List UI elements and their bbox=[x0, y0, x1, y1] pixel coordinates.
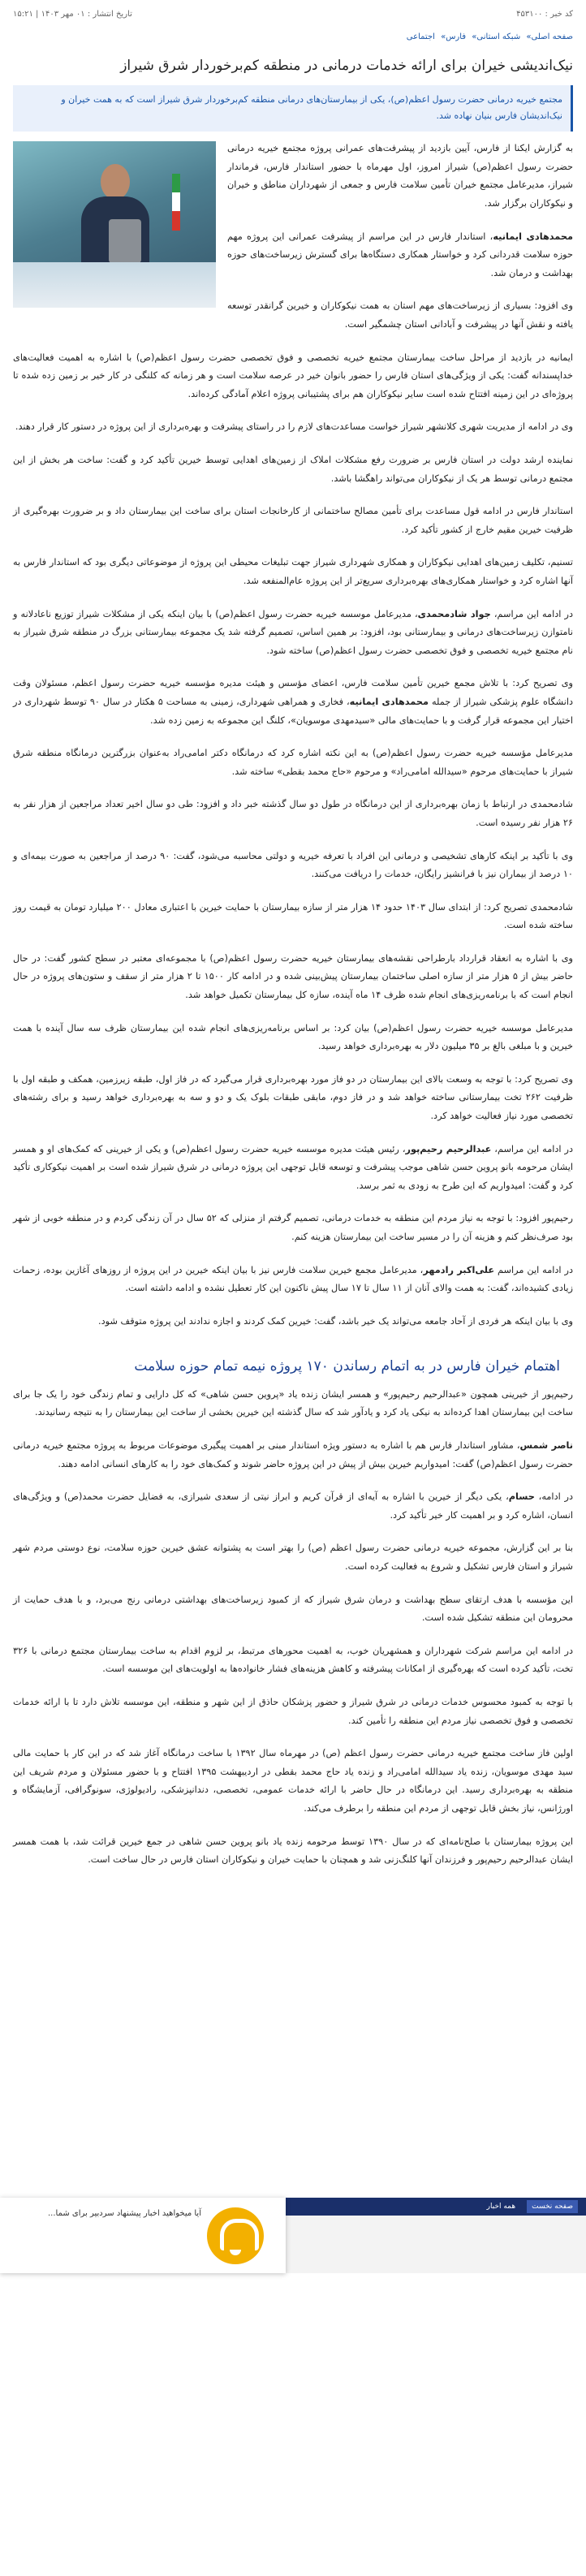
publish-date: تاریخ انتشار : ۰۱ مهر ۱۴۰۳ | ۱۵:۲۱ bbox=[13, 9, 132, 19]
breadcrumb-fars[interactable]: فارس bbox=[446, 32, 467, 41]
meta-bar bbox=[0, 0, 586, 23]
paragraph: بنا بر این گزارش، مجموعه خیریه درمانی حضرت رسول اعظم (ص) را بهتر است به پشتوانه عشق خیرین حوزه سلامت، نوع دوستی مردم شهر شیراز و استان فارس تشکیل و شروع به فعالیت کرده است. bbox=[13, 1543, 573, 1573]
paragraph: ایمانیه در بازدید از مراحل ساخت بیمارستان مجتمع خیریه تخصصی و فوق تخصصی حضرت رسول اعظم(ص) با اشاره به اهمیت فعالیت‌های خداپسندانه گفت: یکی از ویژگی‌های استان فارس را حضور بانوان خیر در عرصه سلامت است و هر زمانه که کلنگی در کار خیر بر زمین زده شده تا پروژه‌ای در این زمینه افتتاح شده است سایر نیکوکاران هم برای پشتیبانی پروژه اعلام آمادگی کرده‌اند. bbox=[13, 352, 573, 399]
bell-shape bbox=[220, 2219, 259, 2250]
paragraph: رحیم‌پور افزود: با توجه به نیاز مردم این منطقه به خدمات درمانی، تصمیم گرفتم از منزلی که ۵۲ سال در آن زندگی کردم و در منطقه خوبی از شهر بود صرف‌نظر کنم و هزینه آن را در مسیر ساخت این بیمارستان هزینه کنم. bbox=[13, 1213, 573, 1242]
article-photo bbox=[13, 141, 216, 308]
article-title: نیک‌اندیشی خیران برای ارائه خدمات درمانی در منطقه کم‌برخوردار شرق شیراز bbox=[120, 58, 573, 74]
paragraph: به گزارش ایکنا از فارس، آیین بازدید از پیشرفت‌های عمرانی پروژه مجتمع خیریه درمانی حضرت رسول اعظم(ص) شیراز امروز، اول مهرماه با حضور استاندار فارس، فرماندار شیراز، مدیرعامل مجتمع خیران تأمین سلامت فارس و جمعی از شهرداران مناطق و خیران و نیکوکاران برگزار شد. bbox=[227, 143, 573, 209]
tab-home[interactable]: صفحه نخست bbox=[527, 2200, 578, 2213]
paragraph: وی با اشاره به انعقاد قرارداد بارطراحی نقشه‌های بیمارستان خیریه حضرت رسول اعظم(ص) با مجموعه‌ای معتبر در سطح کشور گفت: در حال حاضر بیش از ۵ هزار متر از سازه اصلی ساختمان بیمارستان پیش‌بینی شده و در ادامه کار ۱۵۰۰ تا ۲ هزار متر از سقف و ستون‌های پروژه در حال انجام است که با برنامه‌ریزی‌های انجام شده ظرف ۱۴ ماه آینده، سازه کل بیمارستان تکمیل خواهد شد. bbox=[13, 952, 573, 1001]
flag-shape bbox=[172, 174, 180, 231]
podium-shape bbox=[109, 219, 141, 263]
article-lead: مجتمع خیریه درمانی حضرت رسول اعظم(ص)، یکی از بیمارستان‌های درمانی منطقه کم‌برخوردار شرق شیراز است که به همت خیران و نیک‌اندیشان فارس بنیان نهاده شد. bbox=[13, 85, 573, 132]
person-name: جواد شادمحمدی bbox=[417, 608, 491, 619]
paragraphs-2 bbox=[13, 1386, 573, 1870]
paragraph: وی با تأکید بر اینکه کارهای تشخیصی و درمانی این افراد با تعرفه خیریه و دولتی محاسبه می‌شود، گفت: ۹۰ درصد از مراجعین به صورت بیمه‌ای و ۱۰ درصد از بیماران نیز با فرانشیز رایگان، خدمات را دریافت می‌کنند. bbox=[13, 850, 574, 880]
speaker-head bbox=[101, 164, 130, 200]
paragraph: شادمحمدی تصریح کرد: از ابتدای سال ۱۴۰۳ حدود ۱۴ هزار متر از سازه بیمارستان با حمایت خیرین با اعتباری معادل ۲۰۰ میلیارد تومان به قیمت روز ساخته شده است. bbox=[13, 901, 573, 931]
person-name: حسام bbox=[508, 1491, 535, 1503]
breadcrumb-sep: » bbox=[441, 32, 446, 41]
paragraph: اولین فاز ساخت مجتمع خیریه درمانی حضرت رسول اعظم (ص) در مهرماه سال ۱۳۹۲ با ساخت درمانگاه آغاز شد که در این کار با حمایت مالی سید مهدی موسویان، زنده یاد سیدالله امامی‌راد و زنده یاد حاج محمد بقطی در اردیبهشت ۱۳۹۵ افتتاح و با حضور مسئولان و مردم شریف این منطقه به بهره‌برداری رسید. این درمانگاه در حال حاضر با ارائه خدمات عمومی، تخصصی، دندانپزشکی، رادیولوژی، سونوگرافی، آزمایشگاه و اورژانس، نیاز بخش قابل توجهی از مردم این منطقه را برطرف می‌کند. bbox=[13, 1748, 573, 1814]
paragraph: رحیم‌پور از خیرینی همچون «عبدالرحیم رحیم‌پور» و همسر ایشان زنده یاد «پروین حسن شاهی» که کل دارایی و تمام زندگی خود را یک جا برای ساخت این بیمارستان اهدا کرده‌اند به نیکی یاد کرد و یادآور شد که سال گذشته این خیرین بخشی از ساخت این بیمارستان را به نتیجه رسانیدند. bbox=[13, 1388, 573, 1418]
notification-overlay bbox=[0, 2198, 586, 2273]
paragraph: در ادامه این مراسم، جواد شادمحمدی، مدیرعامل موسسه خیریه حضرت رسول اعظم(ص) با بیان اینکه یکی از مشکلات شیراز توزیع ناعادلانه و نامتوازن زیرساخت‌های درمانی و بیمارستانی بود، افزود: بر همین اساس، تصمیم گرفته شد یک مجموعه بیمارستانی بزرگ در منطقه شرق شیراز به نام مجتمع خیریه تخصصی و فوق تخصصی حضرت رسول اعظم(ص) ساخته شود. bbox=[13, 608, 573, 656]
paragraph: شادمحمدی در ارتباط با زمان بهره‌برداری از این درمانگاه در طول دو سال گذشته خبر داد و افزود: طی دو سال اخیر تعداد مراجعین از هزار نفر به ۲۶ هزار نفر رسیده است. bbox=[13, 799, 573, 828]
person-name: محمدهادی ایمانیه bbox=[349, 696, 429, 707]
breadcrumb bbox=[0, 23, 586, 41]
paragraphs bbox=[13, 140, 573, 1331]
breadcrumb-home[interactable]: صفحه اصلی bbox=[531, 32, 573, 41]
paragraph: مدیرعامل موسسه خیریه حضرت رسول اعظم(ص) بیان کرد: بر اساس برنامه‌ریزی‌های انجام شده این بیمارستان ظرف سه سال آینده با همت خیرین و با مبلغی بالغ بر ۳۵ میلیون دلار به بهره‌برداری خواهد رسید. bbox=[13, 1022, 573, 1052]
notification-text: آیا میخواهید اخبار پیشنهاد سردبیر برای شما... bbox=[47, 2209, 201, 2218]
paragraph: استاندار فارس در ادامه قول مساعدت برای تأمین مصالح ساختمانی از کارخانجات استان برای ساخت این بیمارستان داد و بر ضرورت بهره‌گیری از ظرفیت خیرین مقیم خارج از کشور تأکید کرد. bbox=[13, 506, 573, 535]
paragraph: تسنیم، تکلیف زمین‌های اهدایی نیکوکاران و همکاری شهرداری شیراز جهت تبلیغات محیطی این پروژه از موضوعاتی دیگری بود که استاندار فارس به آنها اشاره کرد و خواستار همکاری‌های بهره‌برداری سریع‌تر از این پروژه عام‌المنفعه شد. bbox=[13, 557, 573, 586]
notification-panel[interactable] bbox=[0, 2198, 286, 2273]
paragraph: وی تصریح کرد: با توجه به وسعت بالای این بیمارستان در دو فاز مورد بهره‌برداری قرار می‌گیرد که در فاز اول، طبقه زیرزمین، همکف و طبقه اول با ظرفیت ۲۶۲ تخت بیمارستانی ساخته خواهد شد و در فاز دوم، مابقی طبقات بلوک یک و دو و سه به بهره‌برداری خواهد رسید و برای رشته‌های تخصصی مورد نیاز فعالیت خواهد کرد. bbox=[13, 1073, 574, 1122]
paragraph: وی در ادامه از مدیریت شهری کلانشهر شیراز خواست مساعدت‌های لازم را در راستای پیشرفت و بهره‌برداری از این پروژه در دستور کار قرار دهند. bbox=[15, 421, 573, 433]
paragraph: محمدهادی ایمانیه، استاندار فارس در این مراسم از پیشرفت عمرانی این پروژه مهم حوزه سلامت قدردانی کرد و خواستار همکاری دستگاه‌ها برای گسترش زیرساخت‌های حوزه بهداشت و درمان شد. bbox=[227, 231, 574, 278]
bell-clapper bbox=[230, 2250, 241, 2255]
article-body bbox=[0, 132, 586, 1869]
paragraph: وی افزود: بسیاری از زیرساخت‌های مهم استان به همت نیکوکاران و خیرین گرانقدر توسعه یافته و نقش آنها در پیشرفت و آبادانی استان چشمگیر است. bbox=[227, 300, 573, 330]
paragraph: در ادامه این مراسم علی‌اکبر رادمهر، مدیرعامل مجمع خیرین سلامت فارس نیز با بیان اینکه خیرین در این پروژه از روزهای آغازین بوده، زحمات زیادی کشیده‌اند، گفت: به همت والای آنان از ۱۱ سال تا ۱۷ سال پیش ناکنون این کار تعطیل نشده و ادامه داشته است. bbox=[13, 1264, 573, 1294]
photo-banner bbox=[13, 262, 216, 308]
breadcrumb-provincial[interactable]: شبکه استانی bbox=[476, 32, 521, 41]
paragraph: وی با بیان اینکه هر فردی از آحاد جامعه می‌تواند یک خیر باشد، گفت: خیرین کمک کردند و اجازه ندادند این پروژه متوقف شود. bbox=[98, 1315, 573, 1327]
paragraph: وی تصریح کرد: با تلاش مجمع خیرین تأمین سلامت فارس، اعضای مؤسس و هیئت مدیره مؤسسه خیریه حضرت رسول اعظم، مسئولان وقت دانشگاه علوم پزشکی شیراز از جمله محمدهادی ایمانیه، فخاری و همراهی شهرداری، زمینی به مساحت ۵ هکتار در سال ۹۰ توسط شهرداری در اختیار این مجموعه قرار گرفت و با حمایت‌های مالی «سیدمهدی موسویان»، کلنگ این مجموعه به زمین زده شد. bbox=[13, 678, 574, 726]
footer-tabs bbox=[269, 2198, 586, 2216]
paragraph: مدیرعامل مؤسسه خیریه حضرت رسول اعظم(ص) به این نکته اشاره کرد که درمانگاه دکتر امامی‌راد به‌عنوان بزرگترین درمانگاه منطقه شرق شیراز با حمایت‌های مرحوم «سیدالله امامی‌راد» و مرحوم «حاج محمد بقطی» ساخته شد. bbox=[13, 748, 573, 777]
person-name: علی‌اکبر رادمهر bbox=[423, 1264, 495, 1275]
paragraph: با توجه به کمبود محسوس خدمات درمانی در شرق شیراز و حضور پزشکان حاذق از این شهر و منطقه، این موسسه تلاش دارد تا با ارائه خدمات تخصصی و فوق تخصصی نیاز مردم این منطقه را تأمین کند. bbox=[13, 1697, 573, 1726]
tab-all-news[interactable]: همه اخبار bbox=[486, 2203, 516, 2211]
paragraph: ناصر شمس، مشاور استاندار فارس هم با اشاره به دستور ویژه استاندار مبنی بر اهمیت پیگیری موضوعات مربوط به پروژه مجتمع خیریه درمانی حضرت رسول اعظم(ص) گفت: امیدواریم خیرین بیش از پیش در این پروژه حاضر شوند و کمک‌های خود را به کارهای انسانی ادامه دهند. bbox=[13, 1440, 574, 1469]
paragraph: در ادامه، حسام، یکی دیگر از خیرین با اشاره به آیه‌ای از قرآن کریم و ابراز نیتی از سعدی شیرازی، به فضایل حضرت محمد(ص) و ویژگی‌های انسان، اشاره کرد و بر اهمیت کار خیر تأکید کرد. bbox=[13, 1491, 574, 1521]
breadcrumb-sep: » bbox=[526, 32, 532, 41]
person-name: محمدهادی ایمانیه bbox=[493, 231, 574, 242]
paragraph: این مؤسسه با هدف ارتقای سطح بهداشت و درمان شرق شیراز که از کمبود زیرساخت‌های بهداشتی درمانی رنج می‌برد، و با هدف حمایت از محرومان این منطقه تشکیل شده است. bbox=[13, 1594, 573, 1624]
person-name: ناصر شمس bbox=[519, 1440, 574, 1452]
breadcrumb-social[interactable]: اجتماعی bbox=[406, 32, 435, 41]
bell-icon[interactable] bbox=[207, 2207, 264, 2264]
paragraph: در ادامه این مراسم شرکت شهرداران و همشهریان خوب، به اهمیت محورهای مرتبط، بر لزوم اقدام به ساخت بیمارستان مجتمع درمانی با ۳۲۶ تخت، تأکید کرده است که بهره‌گیری از امکانات پیشرفته و کاهش هزینه‌های فشار خانواده‌ها به اولویت‌های این موسسه است. bbox=[13, 1645, 573, 1675]
footer-strip bbox=[286, 2216, 586, 2273]
paragraph: نماینده ارشد دولت در استان فارس بر ضرورت رفع مشکلات املاک از زمین‌های اهدایی توسط خیرین تأکید کرد و گفت: ساخت هر بخش از این مجتمع درمانی توسط هر یک از نیکوکاران می‌تواند راهگشا باشد. bbox=[13, 455, 573, 484]
paragraph: در ادامه این مراسم، عبدالرحیم رحیم‌پور، رئیس هیئت مدیره موسسه خیریه حضرت رسول اعظم(ص) و یکی از خیرینی که کمک‌های او و همسر ایشان مرحومه بانو پروین حسن شاهی موجب پیشرفت و توسعه قابل توجهی این پروژه درمانی در شرق شیراز شده است بر اهمیت نیکوکاری تأکید کرد و گفت: امیدواریم که این طرح به زودی به ثمر برسد. bbox=[13, 1143, 573, 1191]
breadcrumb-sep: » bbox=[472, 32, 477, 41]
news-code: کد خبر : ۴۵۳۱۰۰ bbox=[516, 9, 573, 19]
section-title: اهتمام خیران فارس در به اتمام رساندن ۱۷۰ پروژه نیمه تمام حوزه سلامت bbox=[134, 1358, 560, 1375]
paragraph: این پروژه بیمارستان با صلح‌نامه‌ای که در سال ۱۳۹۰ توسط مرحومه زنده یاد بانو پروین حسن شاهی در جمع خیرین قرائت شد، با همت همسر ایشان عبدالرحیم رحیم‌پور و فرزندان آنها کلنگ‌زنی شد و همچنان با حمایت خیران و نیکوکاران استان فارس در حال ساخت است. bbox=[13, 1836, 573, 1866]
person-name: عبدالرحیم رحیم‌پور bbox=[405, 1143, 492, 1154]
